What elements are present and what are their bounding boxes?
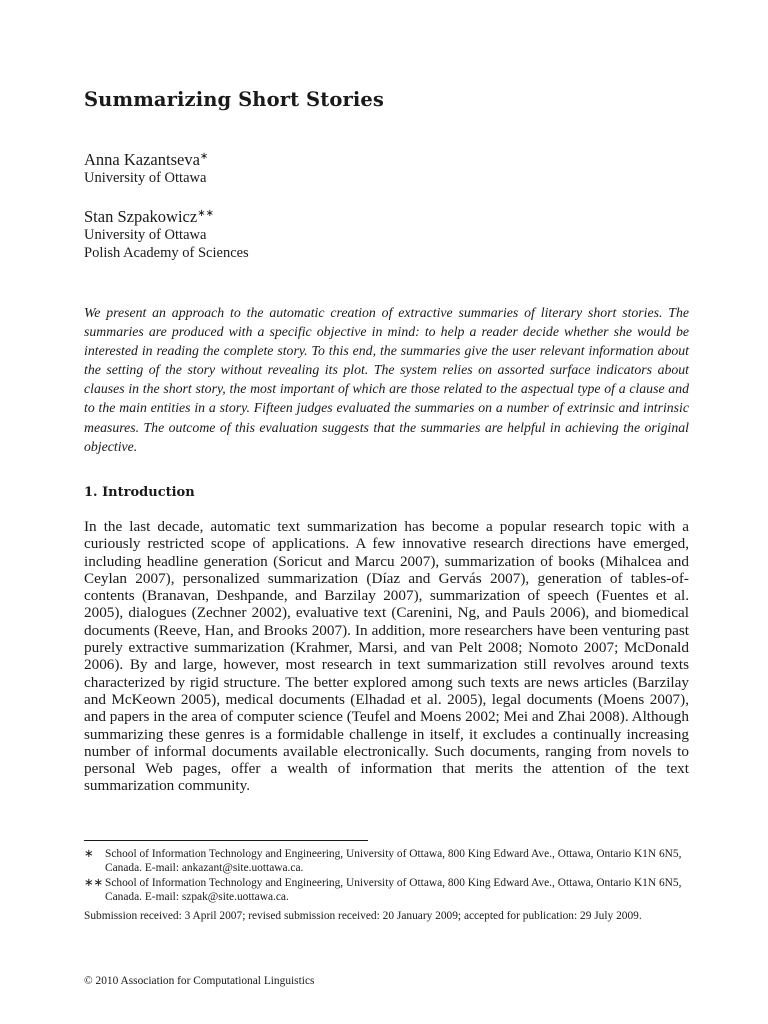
author-block-2 bbox=[84, 208, 249, 262]
copyright-notice: © 2010 Association for Computational Linguistics bbox=[84, 975, 315, 987]
footnote-1 bbox=[84, 847, 689, 876]
footnote-mark: ∗∗ bbox=[84, 877, 104, 889]
submission-info: Submission received: 3 April 2007; revised submission received: 20 January 2009; accepted for publication: 29 July 2009. bbox=[84, 910, 642, 922]
author-affiliation: University of Ottawa bbox=[84, 227, 207, 243]
author-affiliation: Polish Academy of Sciences bbox=[84, 245, 249, 261]
author-footnote-mark: ∗ bbox=[199, 151, 209, 162]
author-name-1 bbox=[84, 151, 208, 169]
author-block-1 bbox=[84, 151, 208, 187]
author-footnote-mark: ∗∗ bbox=[197, 208, 214, 219]
footnote-mark: ∗ bbox=[84, 848, 94, 860]
author-name-text: Stan Szpakowicz bbox=[84, 207, 198, 226]
abstract: We present an approach to the automatic creation of extractive summaries of literary short stories. The summaries are produced with a specific objective in mind: to help a reader decide whether she would be interested in reading the complete story. To this end, the summaries give the user relevant information about the setting of the story without revealing its plot. The system relies on assorted surface indicators about clauses in the short story, the most important of which are those related to the aspectual type of a clause and to the main entities in a story. Fifteen judges evaluated the summaries on a number of extrinsic and intrinsic measures. The outcome of this evaluation suggests that the summaries are helpful in achieving the original objective. bbox=[84, 305, 689, 454]
author-name-2 bbox=[84, 208, 249, 226]
footnote-text: School of Information Technology and Engineering, University of Ottawa, 800 King Edward Ave., Ottawa, Ontario K1N 6N5, Canada. E-mail: szpak@site.uottawa.ca. bbox=[105, 877, 682, 904]
footnote-text: School of Information Technology and Engineering, University of Ottawa, 800 King Edward Ave., Ottawa, Ontario K1N 6N5, Canada. E-mail: ankazant@site.uottawa.ca. bbox=[105, 848, 682, 875]
footnote-divider bbox=[84, 840, 368, 841]
footnote-2 bbox=[84, 876, 689, 905]
paper-title: Summarizing Short Stories bbox=[84, 88, 384, 111]
author-name-text: Anna Kazantseva bbox=[84, 150, 200, 169]
introduction-paragraph: In the last decade, automatic text summarization has become a popular research topic with a curiously restricted scope of applications. A few innovative research directions have emerged, including headline generation (Soricut and Marcu 2007), summarization of books (Mihalcea and Ceylan 2007), personalized summarization (Díaz and Gervás 2007), generation of tables-of-contents (Branavan, Deshpande, and Barzilay 2007), summarization of speech (Fuentes et al. 2005), dialogues (Zechner 2002), evaluative text (Carenini, Ng, and Pauls 2006), and biomedical documents (Reeve, Han, and Brooks 2007). In addition, more researchers have been venturing past purely extractive summarization (Krahmer, Marsi, and van Pelt 2008; Nomoto 2007; McDonald 2006). By and large, however, most research in text summarization still revolves around texts characterized by rigid structure. The better explored among such texts are news articles (Barzilay and McKeown 2005), medical documents (Elhadad et al. 2005), legal documents (Moens 2007), and papers in the area of computer science (Teufel and Moens 2002; Mei and Zhai 2008). Although summarizing these genres is a formidable challenge in itself, it excludes a continually increasing number of informal documents available electronically. Such documents, ranging from novels to personal Web pages, offer a wealth of information that merits the attention of the text summarization community. bbox=[84, 518, 689, 795]
section-heading: 1. Introduction bbox=[84, 485, 195, 500]
author-affiliation: University of Ottawa bbox=[84, 170, 207, 186]
